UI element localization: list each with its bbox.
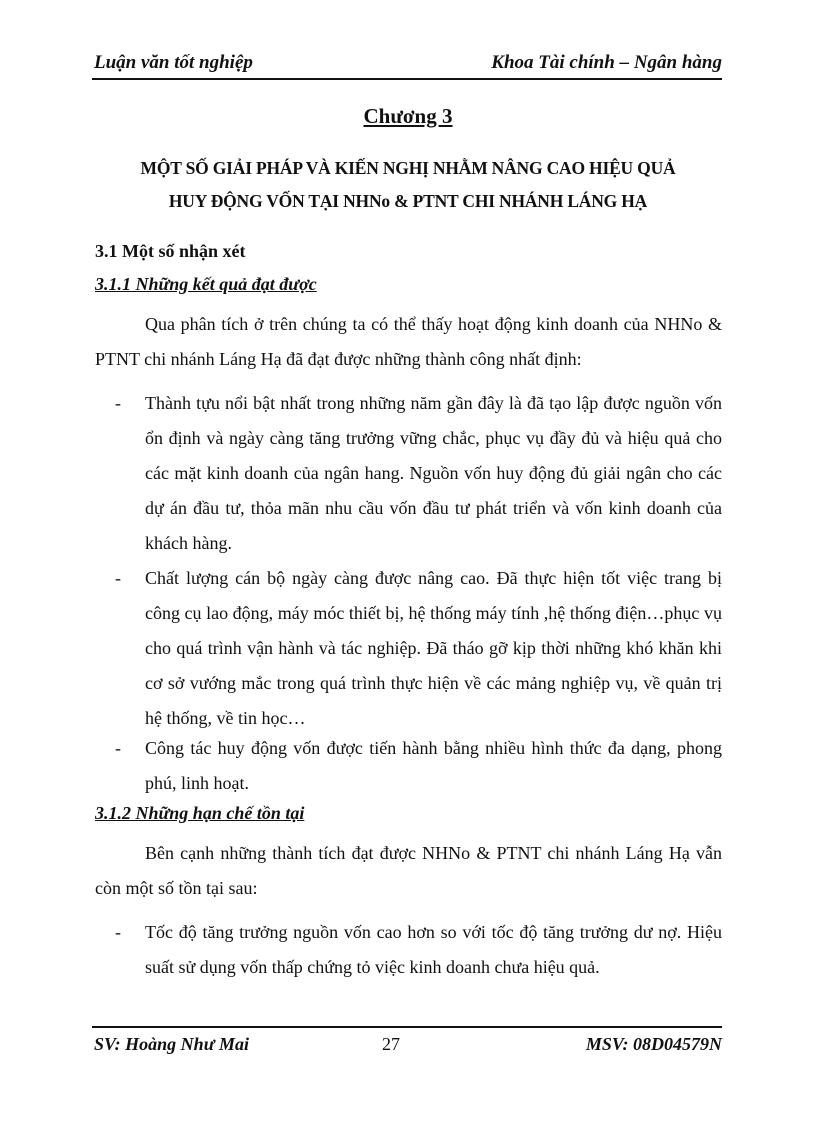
chapter-title: Chương 3 [363, 104, 453, 128]
bullet-dash: - [115, 568, 121, 588]
page-header [92, 50, 722, 80]
section-3-1-1-heading: 3.1.1 Những kết quả đạt được [95, 274, 317, 294]
section-3-1-heading: 3.1 Một số nhận xét [95, 241, 246, 261]
header-thesis-label: Luận văn tốt nghiệp [94, 52, 253, 73]
chapter-title-line-2: HUY ĐỘNG VỐN TẠI NHNo & PTNT CHI NHÁNH LÁNG HẠ [168, 191, 648, 211]
list-item-text: Chất lượng cán bộ ngày càng được nâng cao. Đã thực hiện tốt việc trang bị công cụ lao động, máy móc thiết bị, hệ thống máy tính ,hệ thống điện…phục vụ cho quá trình vận hành và tác nghiệp. Đã tháo gỡ kịp thời những khó khăn khi cơ sở vướng mắc trong quá trình thực hiện về các mảng nghiệp vụ, về quản trị hệ thống, về tin học… [145, 568, 722, 728]
page-footer [92, 1026, 722, 1060]
section-3-1-2-heading: 3.1.2 Những hạn chế tồn tại [95, 803, 305, 823]
chapter-title-line-1: MỘT SỐ GIẢI PHÁP VÀ KIẾN NGHỊ NHẰM NÂNG CAO HIỆU QUẢ [140, 158, 676, 178]
intro-text: Bên cạnh những thành tích đạt được NHNo & PTNT chi nhánh Láng Hạ vẫn còn một số tồn tại sau: [95, 843, 722, 898]
intro-text: Qua phân tích ở trên chúng ta có thể thấy hoạt động kinh doanh của NHNo & PTNT chi nhánh Láng Hạ đã đạt được những thành công nhất định: [95, 314, 722, 369]
list-item-text: Thành tựu nổi bật nhất trong những năm gần đây là đã tạo lập được nguồn vốn ổn định và ngày càng tăng trưởng vững chắc, phục vụ đầy đủ và hiệu quả cho các mặt kinh doanh của ngân hang. Nguồn vốn huy động đủ giải ngân cho các dự án đầu tư, thỏa mãn nhu cầu vốn đầu tư phát triển và vốn kinh doanh của khách hàng. [145, 393, 722, 553]
bullet-dash: - [115, 393, 121, 413]
list-item-text: Công tác huy động vốn được tiến hành bằng nhiều hình thức đa dạng, phong phú, linh hoạt. [145, 738, 722, 793]
footer-student-name: SV: Hoàng Như Mai [94, 1034, 249, 1054]
footer-student-id: MSV: 08D04579N [585, 1034, 722, 1054]
list-item-text: Tốc độ tăng trưởng nguồn vốn cao hơn so với tốc độ tăng trưởng dư nợ. Hiệu suất sử dụng vốn thấp chứng tỏ việc kinh doanh chưa hiệu quả. [145, 922, 722, 977]
section-3-1-2-intro [95, 836, 722, 906]
bullet-dash: - [115, 922, 121, 942]
bullet-dash: - [115, 738, 121, 758]
section-3-1-1-intro [95, 307, 722, 377]
header-faculty-label: Khoa Tài chính – Ngân hàng [491, 52, 722, 73]
chapter-heading [0, 104, 816, 129]
page-number: 27 [382, 1034, 400, 1054]
